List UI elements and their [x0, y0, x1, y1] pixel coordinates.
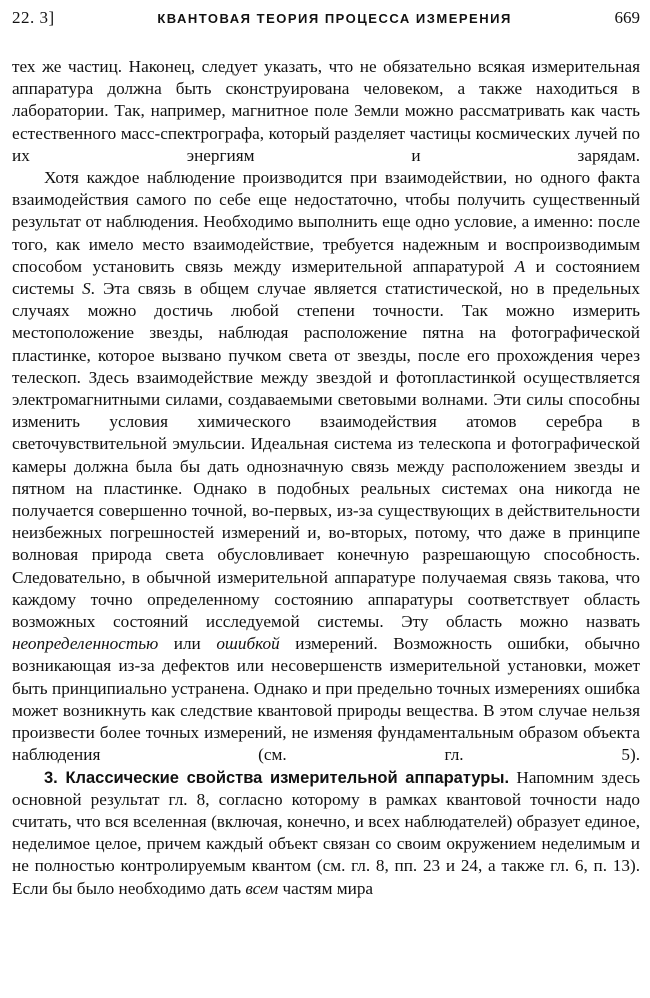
section-3-heading: 3. Классические свойства измерительной аппаратуры.	[44, 768, 510, 787]
paragraph-1-text: тех же частиц. Наконец, следует указать, что не обязательно всякая измерительная аппаратура должна быть сконструирована человеком, а также находиться в лаборатории. Так, например, магнитное поле Земли можно рассматривать как часть естественного масс-спектрографа, который разделяет частицы космических лучей по их энергиям и зарядам.	[12, 57, 640, 165]
paragraph-3-text-b: частям мира	[278, 878, 374, 898]
paragraph-1	[12, 56, 640, 167]
paragraph-2-text-b: и состоянием системы	[12, 256, 640, 299]
paragraph-3-text-a: Напомним здесь основной результат гл. 8, согласно которому в рамках квантовой точности надо считать, что вся вселенная (включая, конечно, и всех наблюдателей) образует единое, неделимое целое, причем каждый объект связан со своим окружением неделимым и не полностью контролируемым квантом (см. гл. 8, пп. 23 и 24, а также гл. 6, п. 13). Если бы было необходимо дать	[12, 767, 640, 898]
running-header	[12, 8, 640, 34]
term-error: ошибкой	[216, 634, 280, 654]
section-reference: 22. 3]	[12, 8, 55, 27]
page-number: 669	[614, 8, 640, 27]
term-uncertainty: неопределенностью	[12, 634, 159, 654]
symbol-A: A	[514, 256, 526, 276]
paragraph-3	[12, 767, 640, 900]
term-all: всем	[245, 878, 279, 898]
paragraph-2	[12, 167, 640, 766]
paragraph-2-text-a: Хотя каждое наблюдение производится при взаимодействии, но одного факта взаимодействия самого по себе еще недостаточно, чтобы получить существенный результат от наблюдения. Необходимо выполнить еще одно условие, а именно: после того, как имело место взаимодействие, требуется надежным и воспроизводимым способом установить связь между измерительной аппаратурой	[12, 168, 640, 276]
symbol-S: S	[82, 279, 91, 299]
running-title: КВАНТОВАЯ ТЕОРИЯ ПРОЦЕССА ИЗМЕРЕНИЯ	[157, 11, 512, 26]
paragraph-2-text-d: или	[158, 634, 217, 654]
paragraph-2-text-c: . Эта связь в общем случае является статистической, но в предельных случаях можно достичь любой степени точности. Так можно измерить местоположение звезды, наблюдая расположение пятна на фотографической пластинке, которое вызвано пучком света от звезды, после его прохождения через телескоп. Здесь взаимодействие между звездой и фотопластинкой осуществляется электромагнитными силами, создаваемыми световыми волнами. Эти силы способны изменить условия химического взаимодействия атомов серебра в светочувствительной эмульсии. Идеальная система из телескопа и фотографической камеры должна была бы дать однозначную связь между расположением звезды и пятном на пластинке. Однако в подобных реальных системах она никогда не получается совершенно точной, во-первых, из-за существующих в действительности неизбежных погрешностей измерений и, во-вторых, потому, что даже в принципе волновая природа света обусловливает конечную разрешающую способность. Следовательно, в обычной измерительной аппаратуре получаемая связь такова, что каждому точно определенному состоянию аппаратуры соответствует область возможных состояний исследуемой системы. Эту область можно назвать	[12, 279, 640, 632]
paragraph-2-text-e: измерений. Возможность ошибки, обычно возникающая из-за дефектов или несовершенств измерительной установки, может быть принципиально устранена. Однако и при предельно точных измерениях ошибка может возникнуть как следствие квантовой природы вещества. В этом случае нельзя произвести более точных измерений, не изменяя фундаментальным образом объекта наблюдения (см. гл. 5).	[12, 634, 640, 765]
